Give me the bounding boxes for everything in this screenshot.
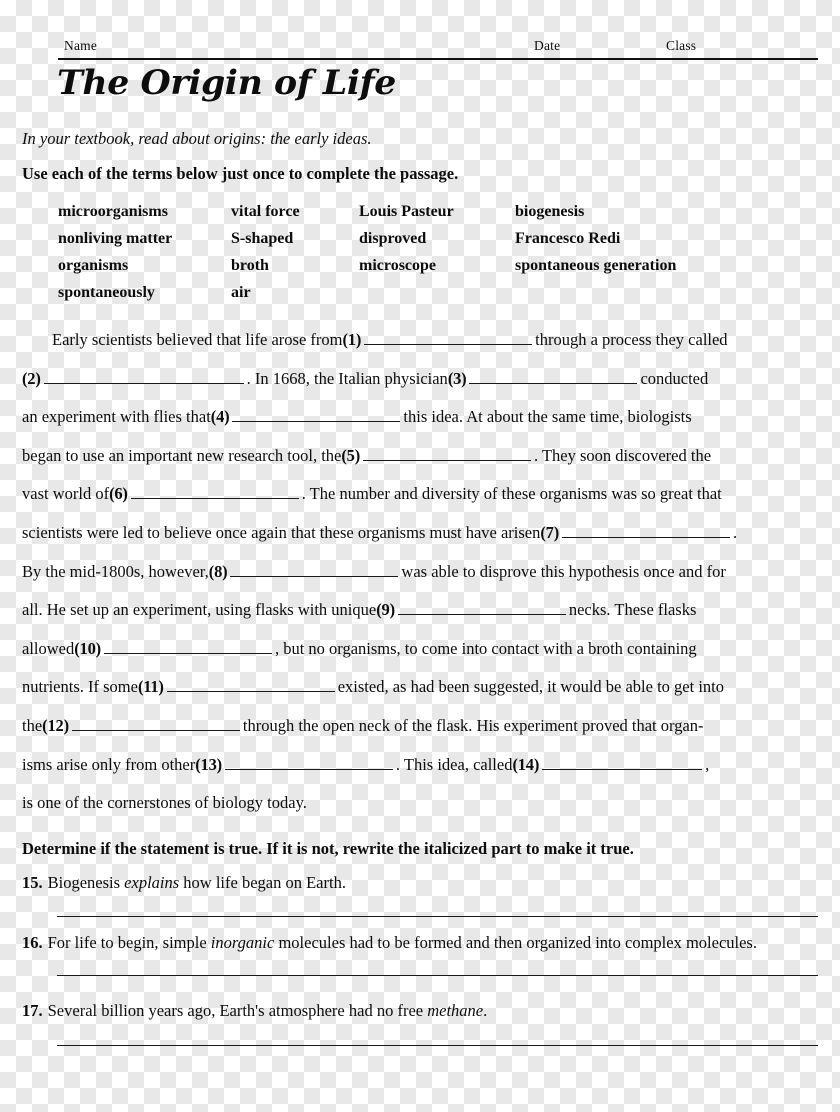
passage-text: . In 1668, the Italian physician [246,368,448,388]
name-label: Name [64,38,98,53]
item-number: 16. [22,933,43,952]
italicized-phrase: methane [427,1001,484,1020]
answer-blank[interactable] [364,331,532,345]
passage-line [22,755,819,794]
blank-number: (12) [42,715,69,735]
passage-text: is one of the cornerstones of biology today. [22,793,307,813]
passage-text: was able to disprove this hypothesis once and for [401,561,726,581]
passage-text: By the mid-1800s, however, [22,561,209,581]
passage-line [22,369,819,408]
answer-blank[interactable] [44,370,244,384]
answer-blank[interactable] [230,563,398,577]
blank-number: (7) [540,522,560,542]
word-bank-term: organisms [58,257,129,274]
true-false-item [22,933,757,953]
blank-number: (9) [376,600,395,620]
true-false-instruction: Determine if the statement is true. If it is not, rewrite the italicized part to make it true. [22,839,634,858]
blank-number: (1) [342,330,362,349]
blank-number: (8) [208,561,228,581]
passage-line [22,330,819,369]
date-label: Date [534,38,561,53]
item-number: 17. [22,1001,43,1020]
passage-text: vast world of [22,484,110,504]
blank-number: (10) [74,638,101,658]
passage-line [22,716,819,755]
word-bank-row [58,284,798,311]
passage-text: , [705,754,710,774]
passage-text: scientists were led to believe once again that these organisms must have arisen [22,522,541,542]
true-false-item [22,1001,487,1021]
blank-number: (2) [22,368,41,388]
passage-line [22,446,819,485]
word-bank-row [58,230,798,257]
blank-number: (11) [137,677,164,697]
read-directions: In your textbook, read about origins: the early ideas. [22,129,372,148]
word-bank-term: disproved [359,230,427,247]
answer-blank[interactable] [167,678,335,692]
statement-text: Biogenesis [47,873,125,892]
statement-text: For life to begin, simple [47,933,211,952]
answer-line[interactable] [57,975,818,976]
class-label: Class [666,38,697,53]
word-bank-term: vital force [231,203,300,220]
blank-number: (4) [210,407,230,427]
passage-text: Early scientists believed that life arose from [52,330,343,349]
passage-text: through the open neck of the flask. His experiment proved that organ- [242,715,704,735]
passage-text: isms arise only from other [22,754,196,774]
statement-text: Several billion years ago, Earth's atmosphere had no free [47,1001,428,1020]
answer-blank[interactable] [542,756,702,770]
passage-line [22,523,819,562]
answer-blank[interactable] [469,370,637,384]
passage-text: necks. These flasks [568,600,697,620]
passage-line [22,562,819,601]
word-bank-term: microscope [359,257,437,274]
answer-blank[interactable] [363,447,531,461]
passage-line [22,677,819,716]
statement-text: molecules had to be formed and then organized into complex molecules. [274,933,757,952]
passage-text: allowed [22,638,75,658]
passage-text: an experiment with flies that [22,407,211,427]
word-bank-term: spontaneous generation [515,257,677,274]
passage-text: . The number and diversity of these organisms was so great that [301,484,722,504]
passage-line [22,639,819,678]
word-bank [58,203,798,311]
passage-line [22,600,819,639]
fill-in-passage [22,330,819,832]
passage-text: conducted [640,368,709,388]
answer-blank[interactable] [562,524,730,538]
answer-blank[interactable] [398,601,566,615]
blank-number: (6) [109,484,128,504]
passage-text: . This idea, called [395,754,513,774]
passage-text: the [22,715,43,735]
passage-text: nutrients. If some [22,677,138,697]
blank-number: (14) [512,754,540,774]
italicized-phrase: explains [124,873,180,892]
answer-blank[interactable] [131,485,299,499]
statement-text: how life began on Earth. [179,873,346,892]
answer-blank[interactable] [225,756,393,770]
true-false-item [22,873,346,893]
word-bank-term: air [231,284,251,301]
word-bank-term: microorganisms [58,203,168,220]
item-number: 15. [22,873,43,892]
answer-line[interactable] [57,916,818,917]
answer-line[interactable] [57,1045,818,1046]
blank-number: (13) [195,754,222,774]
answer-blank[interactable] [232,408,400,422]
passage-text: began to use an important new research tool, the [22,445,342,465]
word-bank-term: Francesco Redi [515,230,621,247]
word-bank-term: S-shaped [231,230,294,247]
word-bank-row [58,203,798,230]
word-bank-term: biogenesis [515,203,585,220]
passage-text: , but no organisms, to come into contact with a broth containing [274,638,697,658]
page-title: The Origin of Life [57,63,396,103]
header-rule [58,58,818,60]
word-bank-term: Louis Pasteur [359,203,454,220]
passage-text: existed, as had been suggested, it would be able to get into [337,677,725,697]
word-bank-term: spontaneously [58,284,155,301]
word-bank-row [58,257,798,284]
word-bank-term: nonliving matter [58,230,173,247]
blank-number: (5) [341,445,360,465]
passage-line [22,407,819,446]
italicized-phrase: inorganic [210,933,275,952]
passage-instruction: Use each of the terms below just once to complete the passage. [22,164,459,183]
passage-line [22,793,819,832]
passage-text: . [733,522,738,542]
passage-line [22,484,819,523]
statement-text: . [483,1001,488,1020]
answer-blank[interactable] [72,717,240,731]
blank-number: (3) [447,368,467,388]
word-bank-term: broth [231,257,269,274]
passage-text: all. He set up an experiment, using flasks with unique [22,600,377,620]
passage-text: through a process they called [535,330,728,349]
worksheet-header [58,38,818,60]
passage-text: . They soon discovered the [534,445,712,465]
passage-text: this idea. At about the same time, biologists [403,407,692,427]
answer-blank[interactable] [104,640,272,654]
